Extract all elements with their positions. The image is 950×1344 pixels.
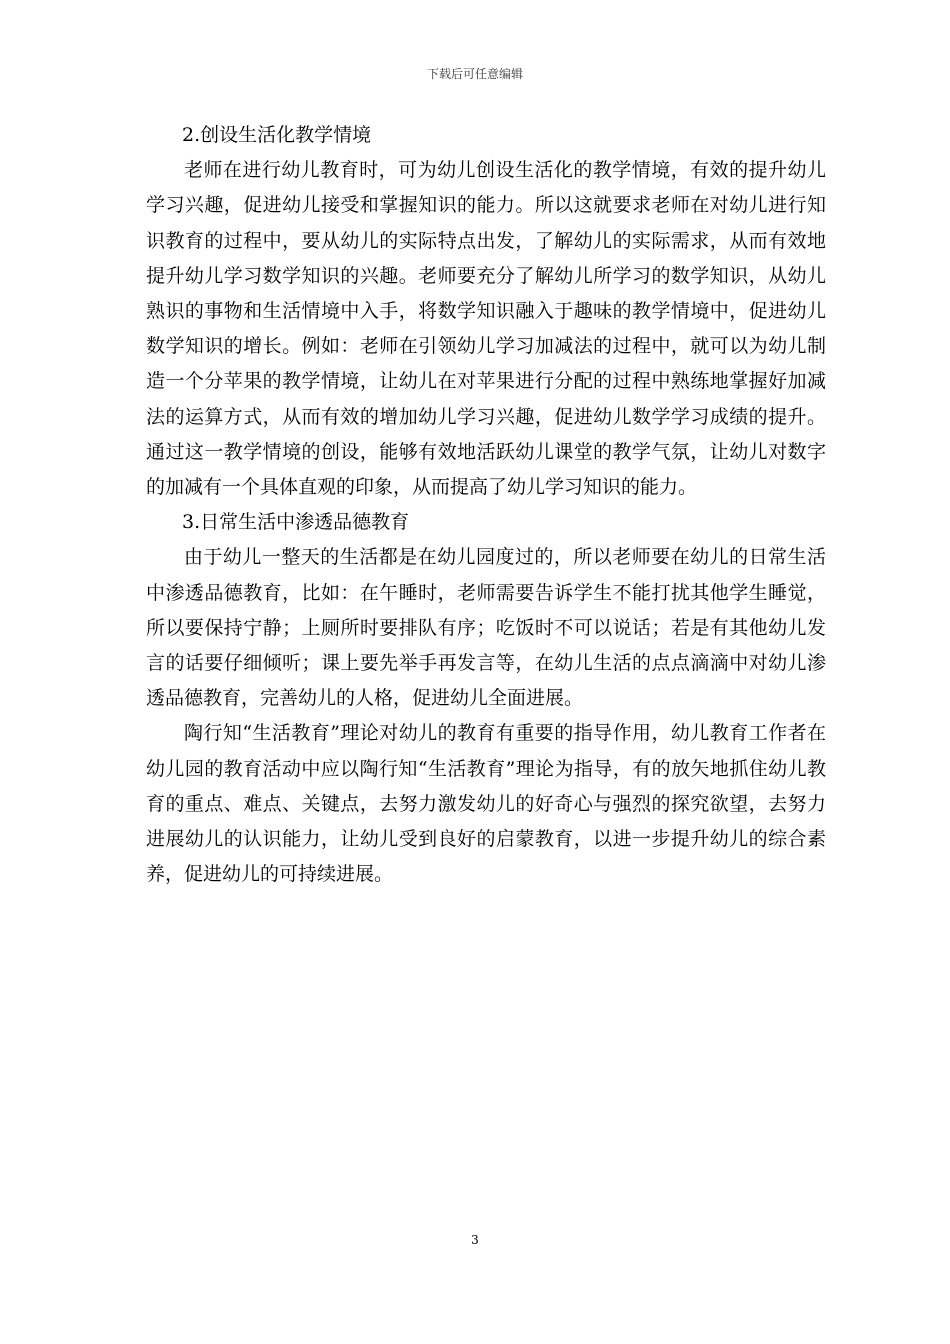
document-body — [146, 118, 826, 892]
page-number: 3 — [471, 1233, 479, 1247]
page-header: 下载后可任意编辑 — [426, 67, 523, 81]
body-paragraph: 由于幼儿一整天的生活都是在幼儿园度过的，所以老师要在幼儿的日常生活中渗透品德教育，比如：在午睡时，老师需要告诉学生不能打扰其他学生睡觉，所以要保持宁静；上厕所时要排队有序；吃饭时不可以说话；若是有其他幼儿发言的话要仔细倾听；课上要先举手再发言等，在幼儿生活的点点滴滴中对幼儿渗透品德教育，完善幼儿的人格，促进幼儿全面进展。 — [146, 546, 826, 710]
section-heading: 3.日常生活中渗透品德教育 — [182, 511, 410, 534]
section-heading: 2.创设生活化教学情境 — [182, 124, 372, 146]
body-paragraph: 老师在进行幼儿教育时，可为幼儿创设生活化的教学情境，有效的提升幼儿学习兴趣，促进幼儿接受和掌握知识的能力。所以这就要求老师在对幼儿进行知识教育的过程中，要从幼儿的实际特点出发，了解幼儿的实际需求，从而有效地提升幼儿学习数学知识的兴趣。老师要充分了解幼儿所学习的数学知识，从幼儿熟识的事物和生活情境中入手，将数学知识融入于趣味的教学情境中，促进幼儿数学知识的增长。例如：老师在引领幼儿学习加减法的过程中，就可以为幼儿制造一个分苹果的教学情境，让幼儿在对苹果进行分配的过程中熟练地掌握好加减法的运算方式，从而有效的增加幼儿学习兴趣，促进幼儿数学学习成绩的提升。通过这一教学情境的创设，能够有效地活跃幼儿课堂的教学气氛，让幼儿对数字的加减有一个具体直观的印象，从而提高了幼儿学习知识的能力。 — [146, 159, 826, 499]
body-paragraph: 陶行知“生活教育”理论对幼儿的教育有重要的指导作用，幼儿教育工作者在幼儿园的教育活动中应以陶行知“生活教育”理论为指导，有的放矢地抓住幼儿教育的重点、难点、关键点，去努力激发幼儿的好奇心与强烈的探究欲望，去努力进展幼儿的认识能力，让幼儿受到良好的启蒙教育，以进一步提升幼儿的综合素养，促进幼儿的可持续进展。 — [146, 722, 826, 886]
